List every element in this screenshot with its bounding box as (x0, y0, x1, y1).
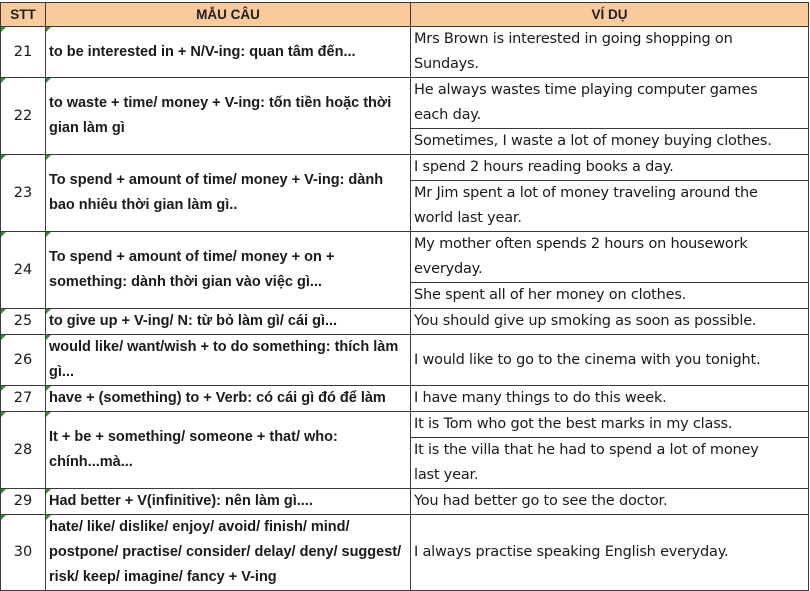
stt-cell: 23 (1, 155, 46, 232)
example-cell (411, 181, 809, 232)
example-cell (411, 309, 809, 335)
example-line: You should give up smoking as soon as possible. (414, 313, 757, 329)
table-row (1, 27, 809, 78)
pattern-cell: To spend + amount of time/ money + on + something: dành thời gian vào việc gì... (46, 232, 411, 309)
example-line: I spend 2 hours reading books a day. (414, 159, 674, 175)
table-row (1, 489, 809, 515)
example-cell (411, 27, 809, 78)
stt-cell: 29 (1, 489, 46, 515)
table-row (1, 386, 809, 412)
example-cell (411, 78, 809, 129)
stt-cell: 24 (1, 232, 46, 309)
example-line: Sometimes, I waste a lot of money buying clothes. (414, 133, 772, 149)
example-cell (411, 515, 809, 591)
pattern-cell: have + (something) to + Verb: có cái gì đó để làm (46, 386, 411, 412)
example-line: You had better go to see the doctor. (414, 493, 668, 509)
pattern-cell: Had better + V(infinitive): nên làm gì.... (46, 489, 411, 515)
example-line: world last year. (414, 210, 522, 226)
table-row (1, 515, 809, 591)
header-row (1, 3, 809, 27)
header-example: VÍ DỤ (411, 3, 809, 27)
stt-cell: 28 (1, 412, 46, 489)
example-cell (411, 232, 809, 283)
example-line: Sundays. (414, 56, 479, 72)
table-row (1, 232, 809, 283)
example-cell (411, 386, 809, 412)
pattern-cell: to be interested in + N/V-ing: quan tâm đến... (46, 27, 411, 78)
stt-cell: 26 (1, 335, 46, 386)
example-line: last year. (414, 467, 479, 483)
table-row (1, 309, 809, 335)
example-line: He always wastes time playing computer games (414, 82, 758, 98)
table-body (1, 27, 809, 591)
example-line: I always practise speaking English everyday. (414, 544, 729, 560)
stt-cell: 22 (1, 78, 46, 155)
example-cell (411, 335, 809, 386)
header-pattern: MẪU CÂU (46, 3, 411, 27)
example-cell (411, 283, 809, 309)
example-cell (411, 412, 809, 438)
example-cell (411, 155, 809, 181)
table-row (1, 155, 809, 181)
stt-cell: 21 (1, 27, 46, 78)
example-cell (411, 489, 809, 515)
example-line: Mrs Brown is interested in going shopping on (414, 31, 733, 47)
example-line: It is the villa that he had to spend a lot of money (414, 442, 759, 458)
example-line: It is Tom who got the best marks in my class. (414, 416, 733, 432)
table-row (1, 412, 809, 438)
example-cell (411, 129, 809, 155)
example-cell (411, 438, 809, 489)
table-row (1, 78, 809, 129)
example-line: Mr Jim spent a lot of money traveling around the (414, 185, 758, 201)
pattern-cell: to give up + V-ing/ N: từ bỏ làm gì/ cái gì... (46, 309, 411, 335)
stt-cell: 27 (1, 386, 46, 412)
example-line: each day. (414, 107, 481, 123)
pattern-cell: To spend + amount of time/ money + V-ing: dành bao nhiêu thời gian làm gì.. (46, 155, 411, 232)
example-line: I have many things to do this week. (414, 390, 667, 406)
example-line: I would like to go to the cinema with you tonight. (414, 351, 761, 368)
pattern-cell: hate/ like/ dislike/ enjoy/ avoid/ finish/ mind/ postpone/ practise/ consider/ delay/ deny/ suggest/ risk/ keep/ imagine/ fancy + V-ing (46, 515, 411, 591)
stt-cell: 25 (1, 309, 46, 335)
grammar-table (0, 2, 809, 591)
example-line: everyday. (414, 261, 483, 277)
stt-cell: 30 (1, 515, 46, 591)
pattern-cell: It + be + something/ someone + that/ who: chính...mà... (46, 412, 411, 489)
header-stt: STT (1, 3, 46, 27)
example-line: She spent all of her money on clothes. (414, 287, 687, 303)
example-line: My mother often spends 2 hours on housework (414, 236, 748, 252)
pattern-cell: to waste + time/ money + V-ing: tốn tiền hoặc thời gian làm gì (46, 78, 411, 155)
pattern-cell: would like/ want/wish + to do something: thích làm gì... (46, 335, 411, 386)
table-row (1, 335, 809, 386)
